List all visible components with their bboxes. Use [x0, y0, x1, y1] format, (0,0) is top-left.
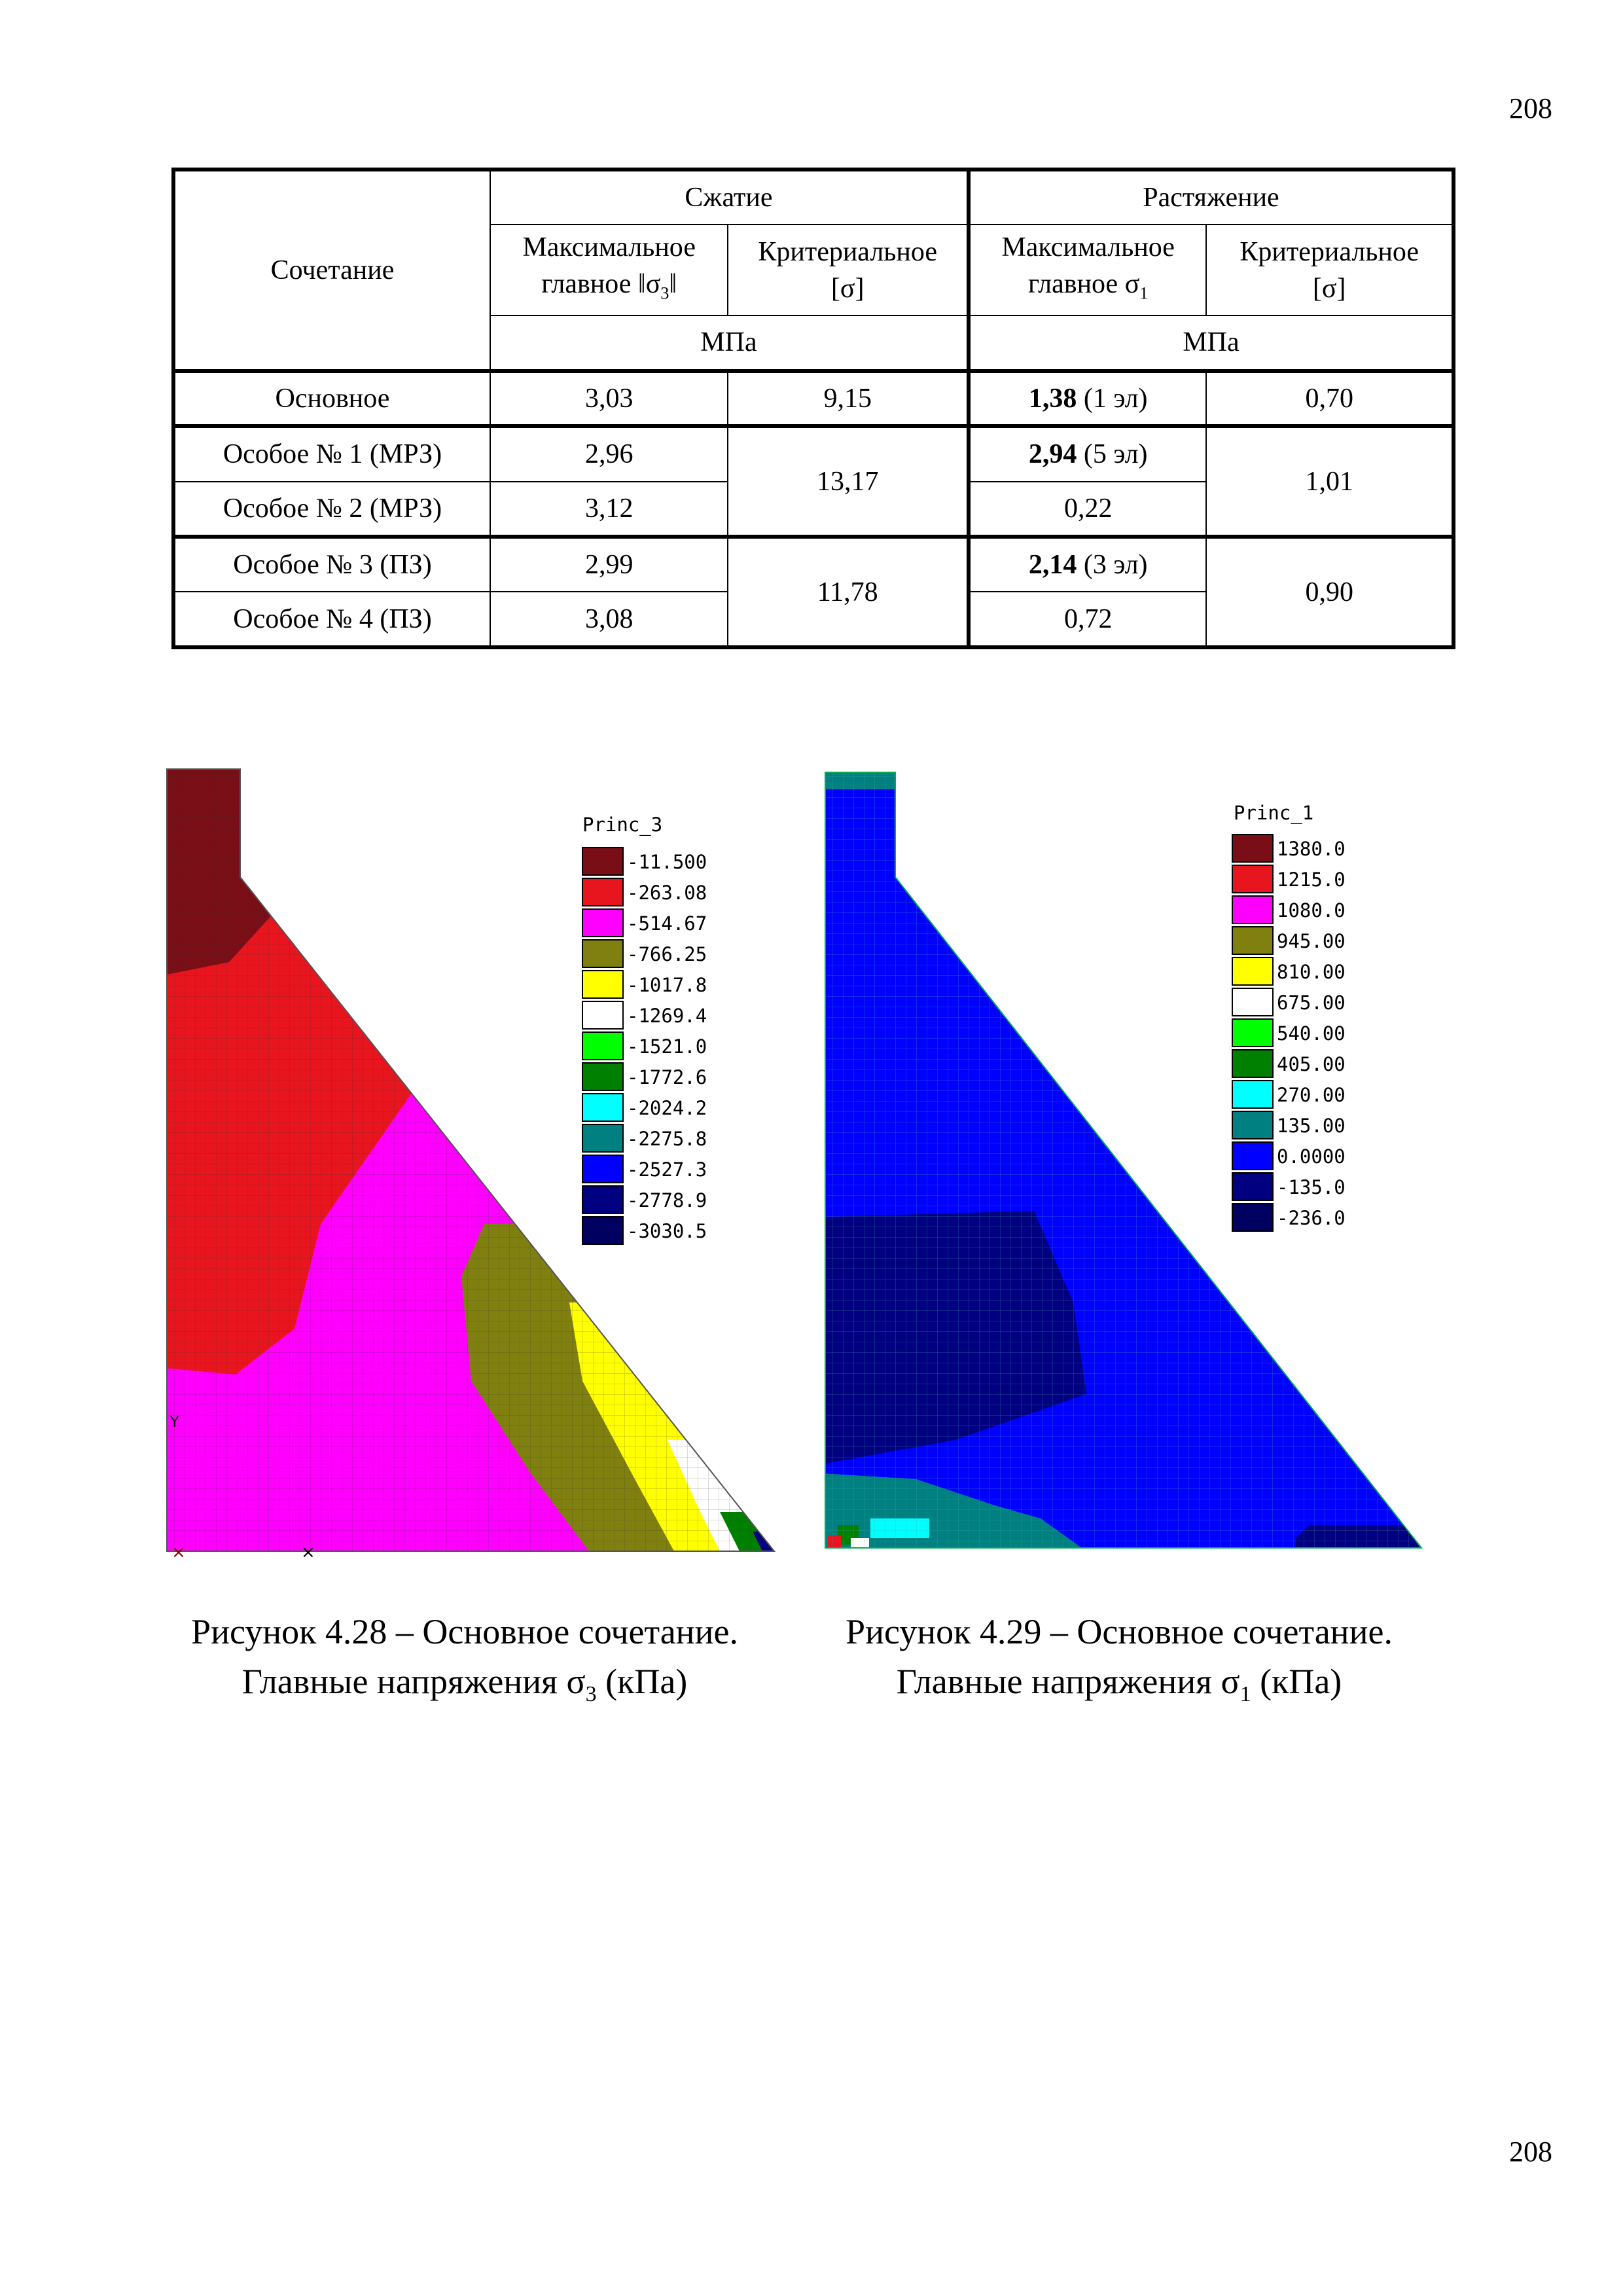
legend-princ1 [1232, 802, 1346, 1231]
legend-swatch [582, 1217, 623, 1244]
legend-swatch [582, 1186, 623, 1213]
legend-swatch [1232, 927, 1273, 954]
legend-swatch [582, 971, 623, 998]
legend-swatch [582, 878, 623, 906]
legend-label: 1380.0 [1277, 838, 1346, 860]
legend-label: -263.08 [627, 882, 707, 904]
legend-label: 810.00 [1277, 961, 1346, 983]
legend-label: -1521.0 [627, 1035, 707, 1058]
zone-teal-top [812, 766, 1440, 789]
princ1-contour-plot [812, 766, 1440, 1577]
princ3-contour-plot [164, 766, 792, 1577]
legend-label: -236.0 [1277, 1207, 1346, 1229]
table-row: Особое № 4 (ПЗ) 3,08 0,72 [173, 592, 1454, 647]
legend-swatch [1232, 1142, 1273, 1170]
page-number-bottom: 208 [1509, 2136, 1552, 2168]
table-row: Особое № 2 (МРЗ) 3,12 0,22 [173, 482, 1454, 537]
legend-label: -1772.6 [627, 1066, 707, 1088]
header-crit-compression: Критериальное [σ] [728, 224, 969, 315]
legend-swatch [1232, 896, 1273, 924]
legend-label: -2527.3 [627, 1158, 707, 1181]
stress-table [171, 168, 1455, 649]
svg-text:×: × [171, 1543, 186, 1562]
legend-swatch [582, 1032, 623, 1060]
legend-label: 675.00 [1277, 992, 1346, 1014]
svg-text:×: × [301, 1543, 315, 1562]
legend-swatch [582, 1001, 623, 1029]
header-crit-tension: Критериальное [σ] [1206, 224, 1454, 315]
legend-label: -11.500 [627, 851, 707, 873]
page-number-top: 208 [1509, 92, 1552, 124]
legend-label: 135.00 [1277, 1115, 1346, 1137]
legend-label: -2778.9 [627, 1189, 707, 1211]
header-tension: Растяжение [969, 170, 1454, 224]
legend-swatch [582, 1094, 623, 1121]
legend-title: Princ_3 [582, 814, 663, 836]
legend-swatch [1232, 865, 1273, 893]
legend-swatch [582, 940, 623, 967]
legend-label: 1215.0 [1277, 869, 1346, 891]
legend-swatch [1232, 1204, 1273, 1231]
legend-princ3 [582, 814, 707, 1244]
header-max-compression: Максимальное главное $‖\sigma_3‖$ [490, 224, 728, 315]
caption-figure-4-28: Рисунок 4.28 – Основное сочетание. Главные напряжения $\sigma_3$ (кПа) [191, 1612, 738, 1706]
legend-swatch [1232, 988, 1273, 1016]
legend-label: 0.0000 [1277, 1145, 1346, 1168]
legend-swatch [1232, 1081, 1273, 1108]
legend-swatch [1232, 958, 1273, 985]
legend-label: 540.00 [1277, 1022, 1346, 1045]
legend-swatch [582, 909, 623, 937]
svg-text:Y: Y [170, 1414, 179, 1431]
unit-compression: МПа [490, 315, 969, 370]
legend-title: Princ_1 [1234, 802, 1314, 824]
legend-label: -3030.5 [627, 1220, 707, 1242]
legend-swatch [1232, 1050, 1273, 1077]
legend-swatch [1232, 1173, 1273, 1200]
legend-label: -1269.4 [627, 1005, 707, 1027]
header-combination: Сочетание [173, 170, 490, 371]
legend-label: -1017.8 [627, 974, 707, 996]
legend-label: 405.00 [1277, 1053, 1346, 1075]
legend-swatch [1232, 1111, 1273, 1139]
table-row: Особое № 1 (МРЗ) 2,96 13,17 2,94 (5 эл) 1,01 [173, 426, 1454, 481]
legend-swatch [1232, 1019, 1273, 1047]
unit-tension: МПа [969, 315, 1454, 370]
header-compression: Сжатие [490, 170, 969, 224]
legend-label: -766.25 [627, 943, 707, 965]
table-row: Особое № 3 (ПЗ) 2,99 11,78 2,14 (3 эл) 0,90 [173, 537, 1454, 592]
table-row: Основное 3,03 9,15 1,38 (1 эл) 0,70 [173, 371, 1454, 426]
figure-princ3 [164, 766, 792, 1577]
legend-label: 1080.0 [1277, 899, 1346, 922]
legend-label: -135.0 [1277, 1176, 1346, 1198]
header-max-tension: Максимальное главное $\sigma_1$ [969, 224, 1206, 315]
legend-swatch [582, 1063, 623, 1090]
legend-swatch [582, 1155, 623, 1183]
legend-swatch [1232, 834, 1273, 862]
legend-swatch [582, 848, 623, 875]
legend-swatch [582, 1124, 623, 1152]
caption-figure-4-29: Рисунок 4.29 – Основное сочетание. Главные напряжения $\sigma_1$ (кПа) [846, 1612, 1393, 1706]
figure-princ1 [812, 766, 1440, 1577]
legend-label: 270.00 [1277, 1084, 1346, 1106]
legend-label: -2024.2 [627, 1097, 707, 1119]
legend-label: 945.00 [1277, 930, 1346, 952]
legend-label: -2275.8 [627, 1128, 707, 1150]
legend-label: -514.67 [627, 912, 707, 935]
